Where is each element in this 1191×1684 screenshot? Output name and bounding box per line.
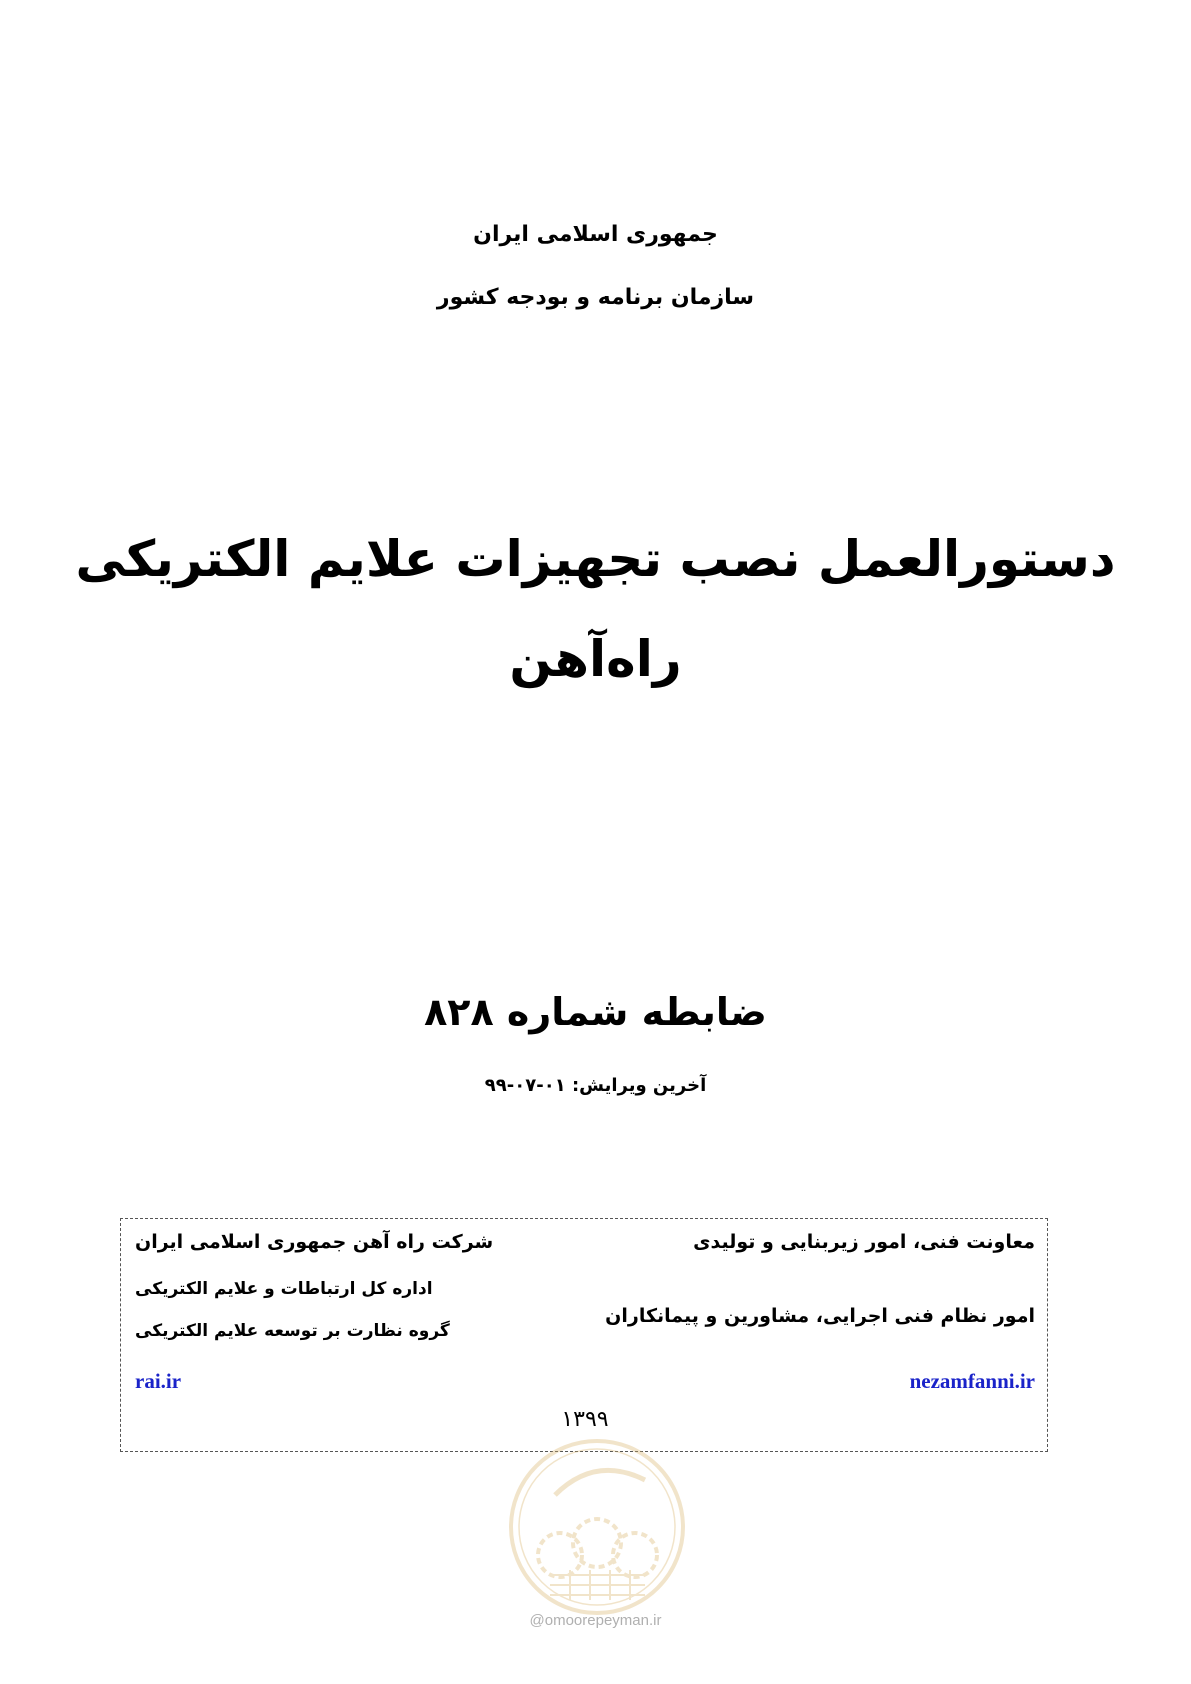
document-title-line-2: راه‌آهن: [509, 630, 682, 688]
publication-year: ۱۳۹۹: [561, 1407, 609, 1432]
railway-company-heading: شرکت راه آهن جمهوری اسلامی ایران: [135, 1231, 494, 1253]
deputy-department: امور نظام فنی اجرایی، مشاورین و پیمانکاران: [605, 1305, 1035, 1327]
watermark-logo: [505, 1435, 690, 1620]
rai-link[interactable]: rai.ir: [135, 1369, 182, 1393]
document-title-line-1: دستورالعمل نصب تجهیزات علایم الکتریکی: [75, 530, 1116, 588]
organization-name: سازمان برنامه و بودجه کشور: [436, 285, 755, 310]
publisher-info-box: [120, 1218, 1048, 1452]
last-edit-date: آخرین ویرایش: ۰۱-۰۷-۹۹: [484, 1075, 707, 1096]
railway-group: گروه نظارت بر توسعه علایم الکتریکی: [135, 1321, 450, 1341]
watermark-handle: @omoorepeyman.ir: [529, 1612, 662, 1629]
country-name: جمهوری اسلامی ایران: [473, 222, 718, 247]
railway-department: اداره کل ارتباطات و علایم الکتریکی: [135, 1279, 433, 1299]
standard-code: ضابطه شماره ۸۲۸: [424, 990, 767, 1034]
deputy-heading: معاونت فنی، امور زیربنایی و تولیدی: [693, 1231, 1035, 1253]
nezamfanni-link[interactable]: nezamfanni.ir: [909, 1369, 1035, 1393]
